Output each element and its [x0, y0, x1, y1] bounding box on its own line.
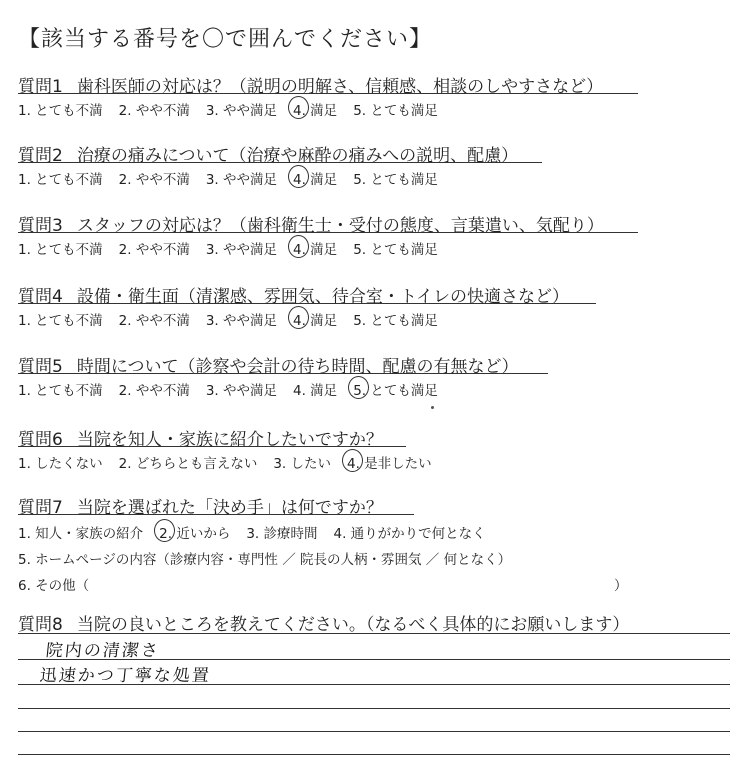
q2-text: 治療の痛みについて（治療や麻酔の痛みへの説明、配慮）	[76, 146, 519, 166]
q1-label: 質問1	[18, 77, 63, 97]
q6-options	[18, 452, 448, 472]
q4-underline	[18, 303, 596, 304]
q6-option-1[interactable]: 1. したくない	[18, 456, 103, 472]
q2-option-1[interactable]: 1. とても不満	[18, 172, 103, 188]
q2-underline	[18, 162, 542, 163]
q7-other-close: ）	[614, 578, 628, 594]
q4-option-4[interactable]: 4. 満足	[293, 309, 337, 329]
q3-option-2[interactable]: 2. やや不満	[118, 242, 190, 258]
q8-heading	[18, 610, 629, 635]
q5-text: 時間について（診察や会計の待ち時間、配慮の有無など）	[76, 357, 519, 377]
q1-option-5[interactable]: 5. とても満足	[353, 103, 438, 119]
q8-answer-line-2: 迅速かつ丁寧な処置	[38, 666, 212, 686]
q8-text: 当院の良いところを教えてください。（なるべく具体的にお願いします）	[76, 615, 630, 635]
q4-label: 質問4	[18, 287, 63, 307]
q1-underline	[18, 93, 638, 94]
q7-option-6[interactable]	[18, 574, 628, 594]
q7-option-1[interactable]: 1. 知人・家族の紹介	[18, 526, 144, 542]
q4-option-3[interactable]: 3. やや満足	[205, 313, 278, 329]
q6-underline	[18, 446, 406, 447]
q7-underline	[18, 514, 414, 515]
q3-option-1[interactable]: 1. とても不満	[18, 242, 103, 258]
q5-options	[18, 379, 454, 399]
q8-write-line	[18, 633, 730, 634]
q7-option-4[interactable]: 4. 通りがかりで何となく	[333, 526, 486, 542]
q5-label: 質問5	[18, 357, 63, 377]
q8-answer-line-1: 院内の清潔さ	[44, 641, 161, 661]
q5-underline	[18, 373, 548, 374]
q3-label: 質問3	[18, 216, 63, 236]
q4-option-2[interactable]: 2. やや不満	[118, 313, 190, 329]
q3-underline	[18, 232, 638, 233]
q5-option-4[interactable]: 4. 満足	[293, 383, 338, 399]
q7-other-label: 6. その他（	[18, 578, 90, 594]
q6-option-4[interactable]: 4. 是非したい	[347, 452, 432, 472]
q5-option-1[interactable]: 1. とても不満	[18, 383, 103, 399]
q7-text: 当院を選ばれた「決め手」は何ですか？	[76, 498, 383, 518]
q3-option-3[interactable]: 3. やや満足	[205, 242, 278, 258]
q2-option-2[interactable]: 2. やや不満	[118, 172, 190, 188]
q7-option-2[interactable]: 2. 近いから	[159, 522, 230, 542]
q3-option-4[interactable]: 4. 満足	[293, 238, 337, 258]
q7-label: 質問7	[18, 498, 63, 518]
q7-options-row1	[18, 522, 511, 542]
q2-options	[18, 168, 454, 188]
q5-option-3[interactable]: 3. やや満足	[205, 383, 278, 399]
q7-options	[18, 522, 628, 600]
q6-label: 質問6	[18, 430, 63, 450]
q7-option-3[interactable]: 3. 診療時間	[246, 526, 318, 542]
q5-option-5[interactable]: 5. とても満足	[353, 379, 438, 399]
q7-option-5[interactable]: 5. ホームページの内容（診療内容・専門性 ／ 院長の人柄・雰囲気 ／ 何となく）	[18, 552, 512, 568]
q1-option-4[interactable]: 4. 満足	[293, 99, 337, 119]
q3-text: スタッフの対応は？（歯科衛生士・受付の態度、言葉遣い、気配り）	[76, 216, 604, 236]
q4-option-1[interactable]: 1. とても不満	[18, 313, 103, 329]
q6-text: 当院を知人・家族に紹介したいですか？	[76, 430, 383, 450]
q2-option-5[interactable]: 5. とても満足	[353, 172, 438, 188]
q8-write-line	[18, 731, 730, 732]
q4-text: 設備・衛生面（清潔感、雰囲気、待合室・トイレの快適さなど）	[76, 287, 569, 307]
q2-label: 質問2	[18, 146, 63, 166]
q1-option-2[interactable]: 2. やや不満	[118, 103, 190, 119]
q1-option-1[interactable]: 1. とても不満	[18, 103, 103, 119]
q8-write-line	[18, 754, 730, 755]
q1-option-3[interactable]: 3. やや満足	[205, 103, 278, 119]
q6-option-3[interactable]: 3. したい	[273, 456, 332, 472]
q5-option-2[interactable]: 2. やや不満	[118, 383, 190, 399]
q1-options	[18, 99, 454, 119]
stray-mark	[431, 406, 434, 409]
q2-option-3[interactable]: 3. やや満足	[205, 172, 278, 188]
q3-option-5[interactable]: 5. とても満足	[353, 242, 438, 258]
q2-option-4[interactable]: 4. 満足	[293, 168, 337, 188]
q3-options	[18, 238, 454, 258]
q8-label: 質問8	[18, 615, 63, 635]
q6-option-2[interactable]: 2. どちらとも言えない	[118, 456, 258, 472]
q8-write-line	[18, 708, 730, 709]
q1-text: 歯科医師の対応は？（説明の明解さ、信頼感、相談のしやすさなど）	[76, 77, 604, 97]
q4-options	[18, 309, 454, 329]
survey-title: 【該当する番号を〇で囲んでください】	[18, 27, 433, 52]
q4-option-5[interactable]: 5. とても満足	[353, 313, 438, 329]
